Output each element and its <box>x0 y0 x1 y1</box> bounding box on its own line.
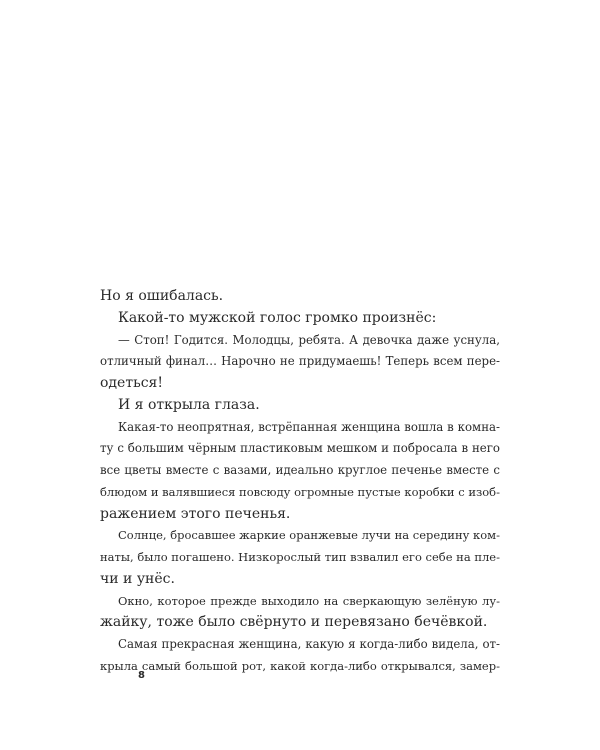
text-line: все цветы вместе с вазами, идеально круглое печенье вместе с <box>100 463 500 477</box>
text-line: ражением этого печенья. <box>100 505 291 522</box>
page-number: 8 <box>138 670 145 681</box>
text-line: отличный финал… Нарочно не придумаешь! Теперь всем пере- <box>100 354 500 369</box>
text-line: — Стоп! Годится. Молодцы, ребята. А девочка даже уснула, <box>118 332 500 347</box>
text-line: Самая прекрасная женщина, какую я когда-либо видела, от- <box>118 637 500 651</box>
text-line: одеться! <box>100 375 163 391</box>
text-line: блюдом и валявшиеся повсюду огромные пустые коробки с изоб- <box>100 484 500 499</box>
text-line: наты, было погашено. Низкорослый тип взвалил его себе на пле- <box>100 550 500 564</box>
text-line: Но я ошибалась. <box>100 288 224 304</box>
text-line: крыла самый большой рот, какой когда-либо открывался, замер- <box>100 658 500 673</box>
text-line: И я открыла глаза. <box>118 396 260 413</box>
text-line: чи и унёс. <box>100 570 175 587</box>
text-line: Солнце, бросавшее жаркие оранжевые лучи на середину ком- <box>118 528 500 543</box>
text-line: Какая-то неопрятная, встрёпанная женщина вошла в комна- <box>118 419 500 434</box>
text-line: Какой-то мужской голос громко произнёс: <box>118 309 437 326</box>
text-line: Окно, которое прежде выходило на сверкающую зелёную лу- <box>118 593 500 608</box>
body-text <box>100 286 500 678</box>
text-line: жайку, тоже было свёрнуто и перевязано бечёвкой. <box>100 614 488 631</box>
text-line: ту с большим чёрным пластиковым мешком и побросала в него <box>100 441 500 456</box>
